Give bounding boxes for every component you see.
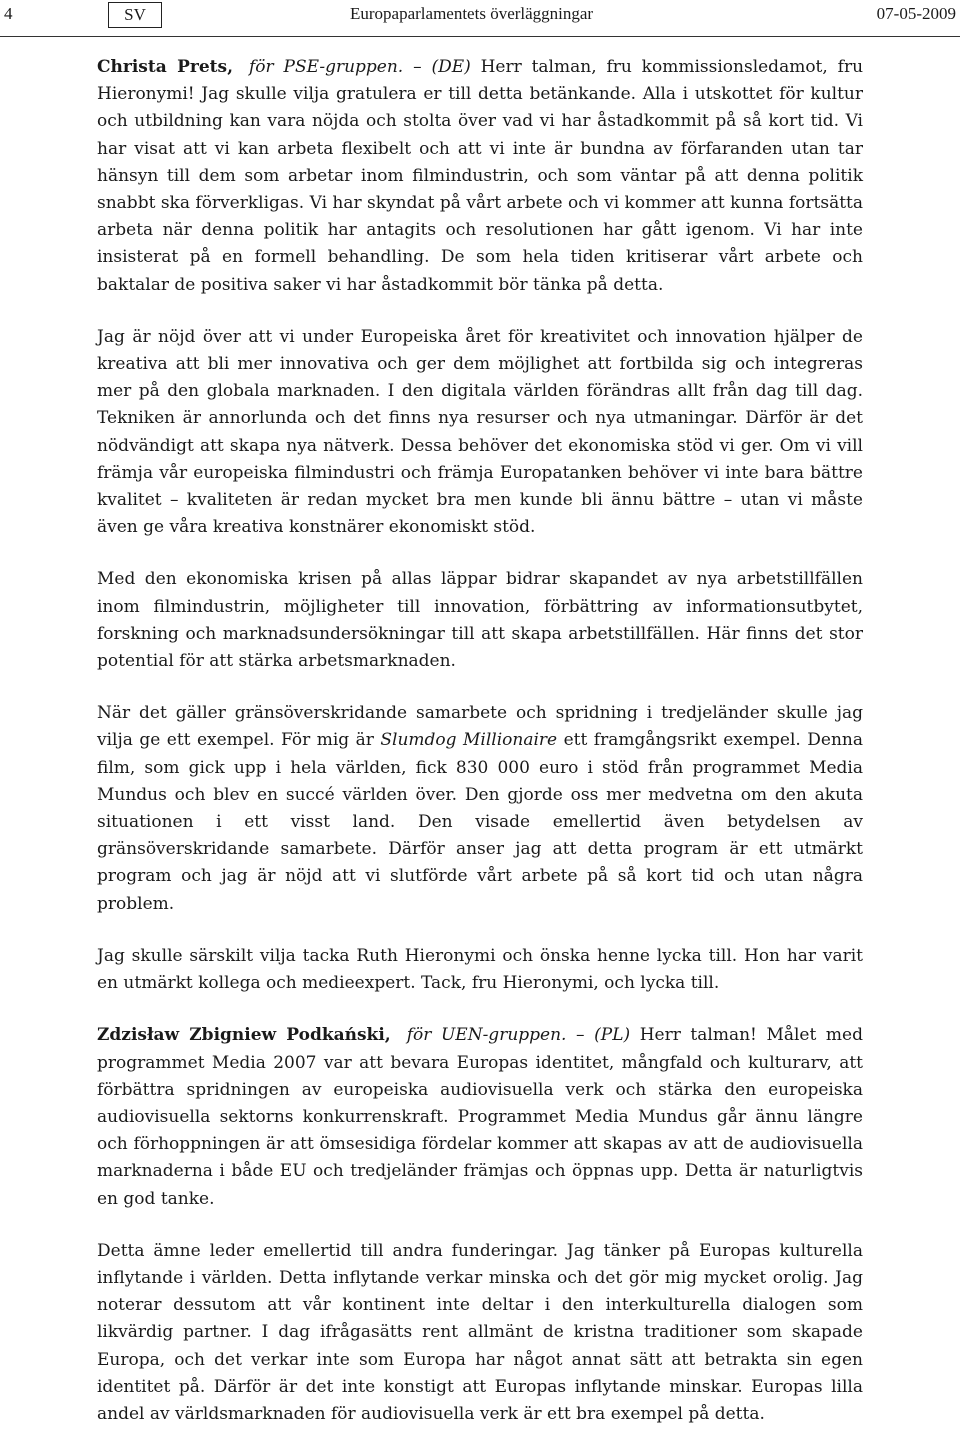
paragraph-text: Herr talman, fru kommissionsledamot, fru Hieronymi! Jag skulle vilja gratulera er till detta betänkande. Alla i utskottet för kultur och utbildning kan vara nöjda och stolta över vad vi har åstadkommit på så kort tid. Vi har visat att vi kan arbeta flexibelt och att vi inte är bundna av förfaranden utan tar hänsyn till dem som arbetar inom filmindustrin, och som väntar på att denna politik snabbt ska förverkligas. Vi har skyndat på vårt arbete och vi kommer att kunna fortsätta arbeta när denna politik har antagits och resolutionen har gått igenom. Vi har inte insisterat på en formell behandling. De som hela tiden kritiserar vårt arbete och baktalar de positiva saker vi har åstadkommit bör tänka på detta. [97, 57, 864, 295]
publication-title: Europaparlamentets överläggningar [350, 4, 594, 23]
separator-dash: – [566, 1025, 595, 1046]
speech-paragraph: Jag skulle särskilt vilja tacka Ruth Hieronymi och önska henne lycka till. Hon har varit en utmärkt kollega och medieexpert. Tack, fru Hieronymi, och lycka till. [97, 945, 863, 994]
paragraph-text: ett framgångsrikt exempel. Denna film, som gick upp i hela världen, fick 830 000 euro i stöd från programmet Media Mundus och blev en succé världen över. Den gjorde oss mer medvetna om den akuta situationen i ett visst land. Den visade emellertid även betydelsen av gränsöverskridande samarbete. Därför anser jag att detta program är ett utmärkt program och jag är nöjd att vi slutförde vårt arbete på så kort tid och utan några problem. [97, 730, 864, 914]
speech-paragraph: Jag är nöjd över att vi under Europeiska året för kreativitet och innovation hjälper de kreativa att bli mer innovativa och ger dem möjlighet att fortbilda sig och integreras mer på den globala marknaden. I den digitala världen förändras allt från dag till dag. Tekniken är annorlunda och det finns nya resurser och nya utmaningar. Därför är det nödvändigt att skapa nya nätverk. Dessa behöver det ekonomiska stöd vi ger. Om vi vill främja vår europeiska filmindustri och främja Europatanken behöver vi inte bara bättre kvalitet – kvaliteten är redan mycket bra men kunde bli ännu bättre – utan vi måste även ge våra kreativa konstnärer ekonomiskt stöd. [97, 326, 863, 538]
document-body [97, 54, 863, 1453]
page-header [0, 0, 960, 37]
speech-paragraph [97, 54, 863, 299]
page-number: 4 [4, 4, 13, 23]
speech-language: (DE) [431, 57, 471, 77]
paragraph-text: När det gäller gränsöverskridande samarbete och spridning i tredjeländer skulle jag vilja ge ett exempel. För mig är [97, 703, 863, 751]
speech-paragraph [97, 700, 863, 918]
speech-paragraph: Detta ämne leder emellertid till andra funderingar. Jag tänker på Europas kulturella inflytande i världen. Detta inflytande verkar minska och det gör mig mycket orolig. Jag noterar dessutom att vår kontinent inte deltar i den interkulturella dialogen som likvärdig partner. I dag ifrågasätts rent allmänt de kristna traditioner som skapade Europa, och det verkar inte som Europa har något annat sätt att betrakta sin egen identitet på. Därför är det inte konstigt att Europas inflytande minskar. Europas lilla andel av världsmarknaden för audiovisuella verk är ett bra exempel på detta. [97, 1240, 863, 1424]
speaker-name: Christa Prets, [97, 57, 234, 77]
speaker-group: för PSE-gruppen. [249, 57, 404, 77]
paragraph-text: Herr talman! Målet med programmet Media 2007 var att bevara Europas identitet, mångfald och kulturarv, att förbättra spridningen av europeiska audiovisuella verk och stärka den europeiska audiovisuella sektorns konkurrenskraft. Programmet Media Mundus går ännu längre och förhoppningen är att ömsesidiga fördelar kommer att skapas av att de audiovisuella marknaderna i både EU och tredjeländer främjas och öppnas upp. Detta är naturligtvis en god tanke. [97, 1025, 863, 1209]
session-date: 07-05-2009 [876, 4, 956, 23]
speaker-name: Zdzisław Zbigniew Podkański, [97, 1025, 391, 1046]
speech-paragraph [97, 1022, 863, 1212]
language-badge: SV [108, 2, 162, 28]
speech-paragraph: Med den ekonomiska krisen på allas läppar bidrar skapandet av nya arbetstillfällen inom filmindustrin, möjligheter till innovation, förbättring av informationsutbytet, forskning och marknadsundersökningar till att skapa arbetstillfällen. Här finns det stor potential för att stärka arbetsmarknaden. [97, 569, 863, 672]
speaker-group: för UEN-gruppen. [406, 1025, 567, 1046]
film-title: Slumdog Millionaire [380, 730, 558, 751]
separator-dash: – [403, 57, 432, 77]
speech-language: (PL) [594, 1025, 631, 1046]
